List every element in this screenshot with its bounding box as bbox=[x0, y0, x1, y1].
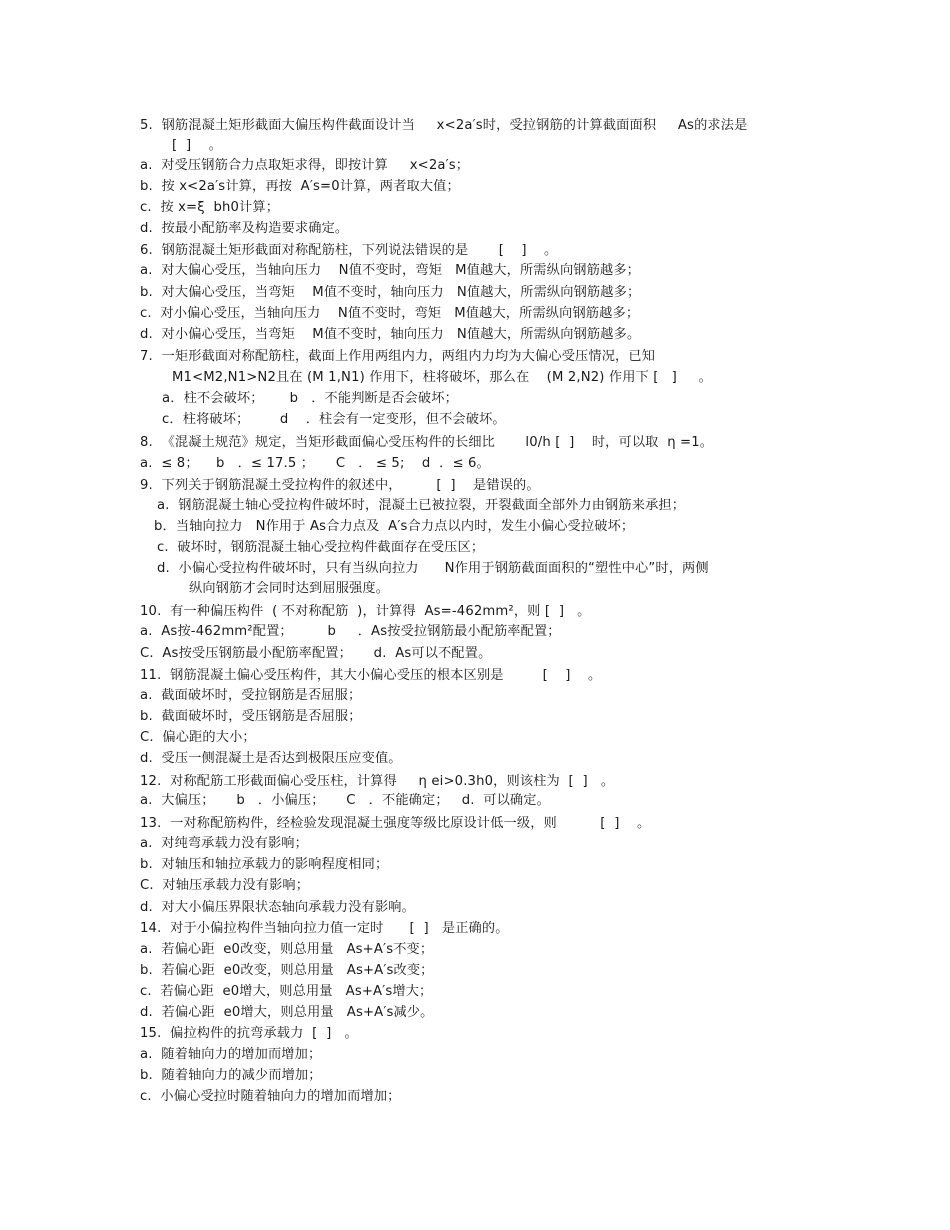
text-line: c．柱将破坏； d ．柱会有一定变形，但不会破坏。 bbox=[162, 412, 506, 427]
text-line: c. 对小偏心受压，当轴向压力 N值不变时，弯矩 M值越大，所需纵向钢筋越多； bbox=[140, 306, 640, 321]
text-line: d. 对小偏心受压，当弯矩 M值不变时，轴向压力 N值越大，所需纵向钢筋越多。 bbox=[140, 327, 641, 342]
text-line: 5. 钢筋混凝土矩形截面大偏压构件截面设计当 x<2a′s时，受拉钢筋的计算截面面积 As的求法是 bbox=[140, 118, 748, 133]
text-line: d. 对大小偏压界限状态轴向承载力没有影响。 bbox=[140, 900, 415, 915]
text-line: a．柱不会破坏； b ．不能判断是否会破坏； bbox=[162, 391, 458, 406]
text-line: 13. 一对称配筋构件，经检验发现混凝土强度等级比原设计低一级，则 [ ] 。 bbox=[140, 816, 651, 831]
text-line: c. 按 x=ξ bh0计算； bbox=[140, 200, 280, 215]
text-line: 15. 偏拉构件的抗弯承载力 [ ] 。 bbox=[140, 1026, 358, 1041]
text-line: d. 按最小配筋率及构造要求确定。 bbox=[140, 221, 349, 236]
text-line: d. 若偏心距 e0增大，则总用量 As+A′s减少。 bbox=[140, 1005, 434, 1020]
text-line: c. 小偏心受拉时随着轴向力的增加而增加； bbox=[140, 1089, 401, 1104]
text-line: a. 随着轴向力的增加而增加； bbox=[140, 1047, 322, 1062]
text-line: 6. 钢筋混凝土矩形截面对称配筋柱，下列说法错误的是 [ ] 。 bbox=[140, 243, 558, 258]
text-line: b. 截面破坏时，受压钢筋是否屈服； bbox=[140, 709, 362, 724]
text-line: b. 按 x<2a′s计算，再按 A′s=0计算，两者取大值； bbox=[140, 179, 460, 194]
text-line: b. 对轴压和轴拉承载力的影响程度相同； bbox=[140, 857, 389, 872]
text-line: a. 截面破坏时，受拉钢筋是否屈服； bbox=[140, 688, 362, 703]
text-line: a. 大偏压； b ．小偏压； C ．不能确定； d. 可以确定。 bbox=[140, 793, 550, 808]
text-line: c. 若偏心距 e0增大，则总用量 As+A′s增大； bbox=[140, 984, 433, 999]
text-line: b．当轴向拉力 N作用于 As合力点及 A′s合力点以内时，发生小偏心受拉破坏； bbox=[154, 519, 635, 534]
text-line: C. 对轴压承载力没有影响； bbox=[140, 878, 310, 893]
text-line: a. 若偏心距 e0改变，则总用量 As+A′s不变； bbox=[140, 942, 434, 957]
text-line: 14. 对于小偏拉构件当轴向拉力值一定时 [ ] 是正确的。 bbox=[140, 921, 509, 936]
text-line: b. 对大偏心受压，当弯矩 M值不变时，轴向压力 N值越大，所需纵向钢筋越多； bbox=[140, 285, 641, 300]
text-line: M1<M2,N1>N2且在 (M 1,N1) 作用下，柱将破坏，那么在 (M 2,N2) 作用下 [ ] 。 bbox=[172, 370, 712, 385]
text-line: b. 若偏心距 e0改变，则总用量 As+A′s改变； bbox=[140, 963, 434, 978]
text-line: b. 随着轴向力的减少而增加； bbox=[140, 1068, 322, 1083]
text-line: 12. 对称配筋工形截面偏心受压柱，计算得 η ei>0.3h0，则该柱为 [ ] 。 bbox=[140, 774, 615, 789]
text-line: c. 破坏时，钢筋混凝土轴心受拉构件截面存在受压区； bbox=[157, 540, 485, 555]
text-line: d. 小偏心受拉构件破坏时，只有当纵向拉力 N作用于钢筋截面面积的“塑性中心”时，两侧 bbox=[157, 561, 709, 576]
text-line: 纵向钢筋才会同时达到屈服强度。 bbox=[189, 581, 390, 596]
text-line: a. ≤ 8； b ．≤ 17.5 ； C ． ≤ 5; d ．≤ 6。 bbox=[140, 456, 490, 471]
text-line: [ ] 。 bbox=[172, 138, 222, 153]
text-line: C. 偏心距的大小； bbox=[140, 730, 256, 745]
text-line: a. 钢筋混凝土轴心受拉构件破坏时，混凝土已被拉裂，开裂截面全部外力由钢筋来承担； bbox=[157, 498, 686, 513]
text-line: a. As按-462mm²配置； b ．As按受拉钢筋最小配筋率配置； bbox=[140, 624, 561, 639]
text-line: a. 对大偏心受压，当轴向压力 N值不变时，弯矩 M值越大，所需纵向钢筋越多； bbox=[140, 263, 640, 278]
text-line: 8. 《混凝土规范》规定，当矩形截面偏心受压构件的长细比 l0/h [ ] 时，可以取 η =1。 bbox=[140, 435, 714, 450]
text-line: 7. 一矩形截面对称配筋柱，截面上作用两组内力，两组内力均为大偏心受压情况，已知 bbox=[140, 349, 656, 364]
text-line: d. 受压一侧混凝土是否达到极限压应变值。 bbox=[140, 751, 402, 766]
text-line: 9. 下列关于钢筋混凝土受拉构件的叙述中， [ ] 是错误的。 bbox=[140, 478, 540, 493]
text-line: a. 对纯弯承载力没有影响； bbox=[140, 836, 308, 851]
text-line: 11. 钢筋混凝土偏心受压构件，其大小偏心受压的根本区别是 [ ] 。 bbox=[140, 668, 602, 683]
text-line: C. As按受压钢筋最小配筋率配置； d. As可以不配置。 bbox=[140, 646, 492, 661]
text-line: a. 对受压钢筋合力点取矩求得，即按计算 x<2a′s； bbox=[140, 158, 470, 173]
text-line: 10. 有一种偏压构件 ( 不对称配筋 )，计算得 As=-462mm²，则 [ ] 。 bbox=[140, 604, 591, 619]
